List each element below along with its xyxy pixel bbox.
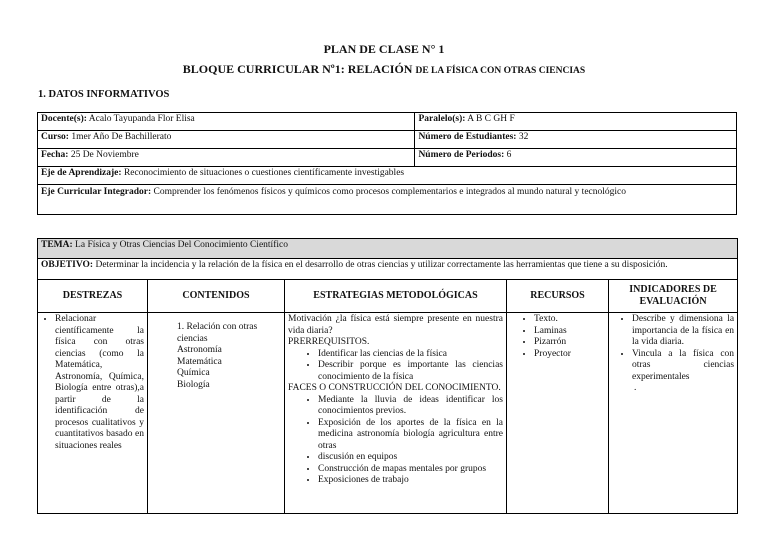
docente-label: Docente(s):: [41, 114, 87, 124]
eje-cell: [38, 167, 737, 185]
recursos-item: • Proyector: [534, 349, 605, 361]
indicadores-item: • Vincula a la física con otras ciencias experimentales: [632, 349, 734, 384]
prerreq-item: • Describir porque es importante las ciencias conocimiento de la física: [318, 360, 503, 383]
eje-curricular-value: Comprender los fenómenos físicos y químicos como procesos complementarios e integrados al mundo natural y tecnológico: [151, 187, 626, 197]
docente-value: Acalo Tayupanda Flor Elisa: [86, 114, 195, 124]
row-eje-curricular: [38, 185, 737, 215]
contenidos-heading: 1. Relación con otras ciencias: [177, 322, 258, 344]
row-content: [38, 313, 738, 514]
header-indicadores: INDICADORES DE EVALUACIÓN: [609, 280, 738, 313]
tema-value: La Física y Otras Ciencias Del Conocimiento Científico: [72, 240, 288, 250]
header-recursos: RECURSOS: [507, 280, 609, 313]
row-fecha: [38, 149, 737, 167]
tema-label: TEMA:: [41, 240, 73, 250]
fecha-value: 25 De Noviembre: [68, 150, 139, 160]
row-column-headers: [38, 280, 738, 313]
page-title: PLAN DE CLASE N° 1: [323, 42, 445, 56]
recursos-item: • Texto.: [534, 314, 605, 326]
row-objetivo: [38, 259, 738, 280]
curso-cell: [38, 131, 415, 149]
tema-cell: [38, 239, 738, 259]
faces-item: • Mediante la lluvia de ideas identificar los conocimientos previos.: [318, 395, 503, 418]
paralelo-cell: [415, 113, 737, 131]
recursos-item: • Pizarrón: [534, 337, 605, 349]
paralelo-label: Paralelo(s):: [418, 114, 466, 124]
eje-curricular-cell: [38, 185, 737, 215]
prerreq-list: [288, 349, 503, 384]
faces-list: [288, 395, 503, 487]
section-heading-datos: 1. DATOS INFORMATIVOS: [38, 89, 170, 100]
subtitle-main: BLOQUE CURRICULAR Nº1: RELACIÓN: [182, 62, 413, 76]
objetivo-value: Determinar la incidencia y la relación de la física en el desarrollo de otras ciencias y utilizar correctamente las herramientas que tiene a su disposición.: [93, 260, 668, 270]
objetivo-label: OBJETIVO:: [41, 260, 94, 270]
row-tema: [38, 239, 738, 259]
contenidos-item: Química: [177, 368, 210, 378]
objetivo-cell: [38, 259, 738, 280]
indicadores-list: [612, 314, 734, 383]
indicadores-cell: [609, 313, 738, 514]
row-eje: [38, 167, 737, 185]
estudiantes-value: 32: [516, 132, 529, 142]
contenidos-cell: [148, 313, 285, 514]
header-estrategias: ESTRATEGIAS METODOLÓGICAS: [285, 280, 507, 313]
contenidos-list: [151, 345, 281, 391]
estrategias-faces: FACES O CONSTRUCCIÓN DEL CONOCIMIENTO.: [288, 383, 501, 393]
prerreq-item: • Identificar las ciencias de la física: [318, 349, 503, 361]
row-curso: [38, 131, 737, 149]
contenidos-item: Astronomía: [177, 345, 222, 355]
row-docente: [38, 113, 737, 131]
estrategias-cell: [285, 313, 507, 514]
recursos-item: • Laminas: [534, 326, 605, 338]
contenidos-item: Biología: [177, 379, 210, 390]
curso-value: 1mer Año De Bachillerato: [68, 132, 172, 142]
curso-label: Curso:: [41, 132, 69, 142]
plan-table: [37, 238, 738, 514]
page-subtitle: [0, 62, 768, 77]
faces-item: • discusión en equipos: [318, 452, 503, 464]
header-destrezas: DESTREZAS: [38, 280, 148, 313]
destrezas-cell: [38, 313, 148, 514]
faces-item: • Exposición de los aportes de la física en la medicina astronomía biología agricultura entre otras: [318, 418, 503, 453]
fecha-label: Fecha:: [41, 150, 69, 160]
eje-label: Eje de Aprendizaje:: [41, 168, 122, 178]
estrategias-prerreq: PRERREQUISITOS.: [288, 337, 370, 347]
periodos-label: Número de Periodos:: [418, 150, 505, 160]
faces-item: • Construcción de mapas mentales por grupos: [318, 464, 503, 476]
paralelo-value: A B C GH F: [465, 114, 515, 124]
estrategias-motivacion: Motivación ¿la física está siempre presente en nuestra vida diaria?: [288, 314, 503, 336]
estudiantes-label: Número de Estudiantes:: [418, 132, 517, 142]
destrezas-item: • Relacionar científicamente la física con otras ciencias (como la Matemática, Astronomía, Química, Biología entre otras),a partir de la identificación de procesos cualitativos y cuantitativos basado en situaciones reales: [55, 314, 144, 452]
contenidos-item: Matemática: [177, 356, 222, 367]
recursos-cell: [507, 313, 609, 514]
datos-informativos-table: [37, 112, 737, 215]
recursos-list: [510, 314, 605, 360]
periodos-value: 6: [504, 150, 512, 160]
subtitle-rest: DE LA FÍSICA CON OTRAS CIENCIAS: [415, 66, 586, 76]
periodos-cell: [415, 149, 737, 167]
fecha-cell: [38, 149, 415, 167]
eje-value: Reconocimiento de situaciones o cuestiones científicamente investigables: [121, 168, 405, 178]
faces-item: • Exposiciones de trabajo: [318, 475, 503, 487]
destrezas-list: [41, 314, 144, 452]
eje-curricular-label: Eje Curricular Integrador:: [41, 187, 152, 197]
docente-cell: [38, 113, 415, 131]
estudiantes-cell: [415, 131, 737, 149]
indicadores-item: • Describe y dimensiona la importancia de la física en la vida diaria.: [632, 314, 734, 349]
header-contenidos: CONTENIDOS: [148, 280, 285, 313]
indicadores-trailing: .: [634, 383, 637, 393]
